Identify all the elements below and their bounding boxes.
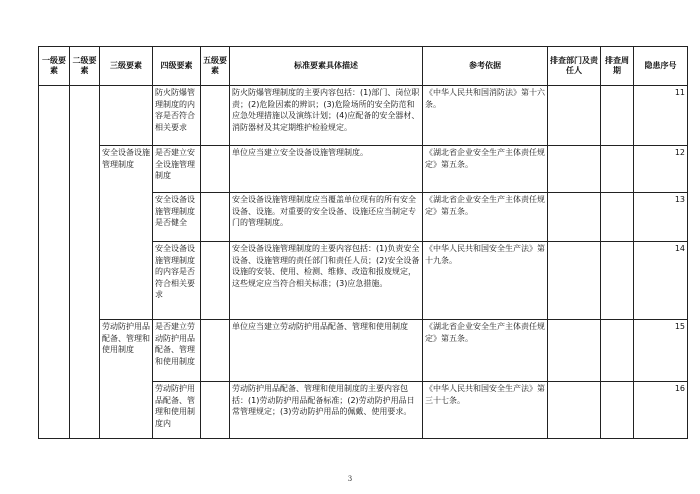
table-row bbox=[39, 86, 688, 146]
cycle-cell bbox=[601, 242, 634, 320]
basis-cell: 《中华人民共和国消防法》第十六条。 bbox=[423, 86, 548, 146]
level5-cell bbox=[201, 86, 230, 146]
level4-cell: 是否建立安全设施管理制度 bbox=[153, 146, 201, 193]
level4-cell: 安全设备设施管理制度是否健全 bbox=[153, 193, 201, 242]
dept-cell bbox=[548, 193, 601, 242]
level3-cell bbox=[100, 86, 153, 146]
level4-cell: 防火防爆管理制度的内容是否符合相关要求 bbox=[153, 86, 201, 146]
header-level3: 三级要素 bbox=[100, 47, 153, 86]
seq-cell: 13 bbox=[634, 193, 688, 242]
header-level2: 二级要素 bbox=[70, 47, 100, 86]
header-level1: 一级要素 bbox=[39, 47, 70, 86]
dept-cell bbox=[548, 242, 601, 320]
cycle-cell bbox=[601, 320, 634, 382]
seq-cell: 11 bbox=[634, 86, 688, 146]
description-cell: 单位应当建立安全设备设施管理制度。 bbox=[230, 146, 423, 193]
table-row bbox=[39, 146, 688, 193]
dept-cell bbox=[548, 146, 601, 193]
header-description: 标准要素具体描述 bbox=[230, 47, 423, 86]
seq-cell: 15 bbox=[634, 320, 688, 382]
basis-cell: 《湖北省企业安全生产主体责任规定》第五条。 bbox=[423, 320, 548, 382]
level5-cell bbox=[201, 146, 230, 193]
description-cell: 劳动防护用品配备、管理和使用制度的主要内容包括：(1)劳动防护用品配备标准；(2)劳动防护用品日常管理规定；(3)劳动防护用品的佩戴、使用要求。 bbox=[230, 382, 423, 439]
dept-cell bbox=[548, 86, 601, 146]
level2-cell bbox=[70, 86, 100, 439]
level5-cell bbox=[201, 242, 230, 320]
basis-cell: 《中华人民共和国安全生产法》第十九条。 bbox=[423, 242, 548, 320]
seq-cell: 16 bbox=[634, 382, 688, 439]
header-level5: 五级要素 bbox=[201, 47, 230, 86]
cycle-cell bbox=[601, 86, 634, 146]
dept-cell bbox=[548, 382, 601, 439]
basis-cell: 《湖北省企业安全生产主体责任规定》第五条。 bbox=[423, 193, 548, 242]
basis-cell: 《湖北省企业安全生产主体责任规定》第五条。 bbox=[423, 146, 548, 193]
seq-cell: 12 bbox=[634, 146, 688, 193]
header-seq: 隐患序号 bbox=[634, 47, 688, 86]
level5-cell bbox=[201, 193, 230, 242]
description-cell: 安全设备设施管理制度的主要内容包括：(1)负责安全设备、设施管理的责任部门和责任人员；(2)安全设备设施的安装、使用、检测、维修、改造和报废规定，这些规定应当符合相关标准；(3)应急措施。 bbox=[230, 242, 423, 320]
basis-cell: 《中华人民共和国安全生产法》第三十七条。 bbox=[423, 382, 548, 439]
header-basis: 参考依据 bbox=[423, 47, 548, 86]
level4-cell: 劳动防护用品配备、管理和使用制度内 bbox=[153, 382, 201, 439]
header-level4: 四级要素 bbox=[153, 47, 201, 86]
description-cell: 防火防爆管理制度的主要内容包括：(1)部门、岗位职责；(2)危险因素的辨识；(3)危险场所的安全防范和应急处理措施以及演练计划；(4)应配备的安全器材、消防器材及其定期维护检验规定。 bbox=[230, 86, 423, 146]
dept-cell bbox=[548, 320, 601, 382]
cycle-cell bbox=[601, 382, 634, 439]
level5-cell bbox=[201, 382, 230, 439]
level3-cell: 劳动防护用品配备、管理和使用制度 bbox=[100, 320, 153, 439]
table-row bbox=[39, 320, 688, 382]
page-number: 3 bbox=[347, 475, 353, 483]
level4-cell: 安全设备设施管理制度的内容是否符合相关要求 bbox=[153, 242, 201, 320]
description-cell: 安全设备设施管理制度应当覆盖单位现有的所有安全设备、设施。对重要的安全设备、设施还应当制定专门的管理制度。 bbox=[230, 193, 423, 242]
hazard-checklist-table bbox=[38, 46, 688, 439]
level3-cell: 安全设备设施管理制度 bbox=[100, 146, 153, 320]
level4-cell: 是否建立劳动防护用品配备、管理和使用制度 bbox=[153, 320, 201, 382]
header-dept: 排查部门及责任人 bbox=[548, 47, 601, 86]
header-row bbox=[39, 47, 688, 86]
cycle-cell bbox=[601, 146, 634, 193]
cycle-cell bbox=[601, 193, 634, 242]
description-cell: 单位应当建立劳动防护用品配备、管理和使用制度 bbox=[230, 320, 423, 382]
seq-cell: 14 bbox=[634, 242, 688, 320]
header-cycle: 排查周期 bbox=[601, 47, 634, 86]
level1-cell bbox=[39, 86, 70, 439]
level5-cell bbox=[201, 320, 230, 382]
